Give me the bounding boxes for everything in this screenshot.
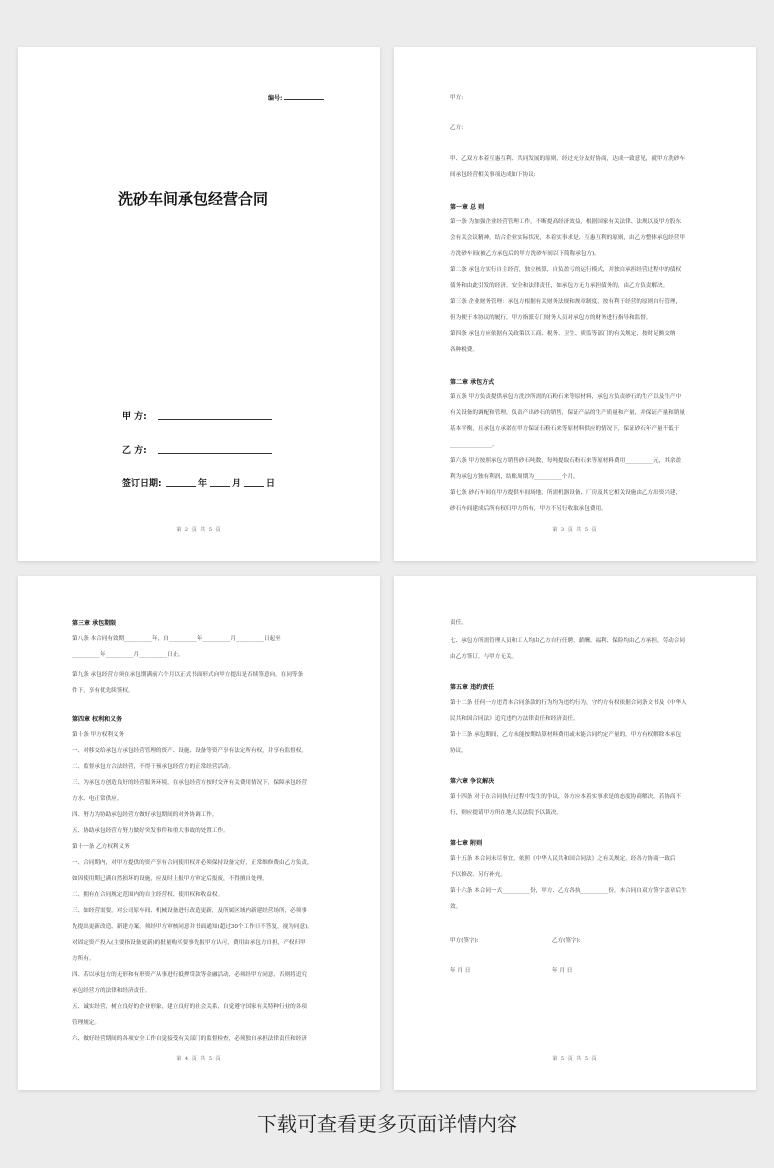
- year-label: 年: [198, 479, 208, 489]
- page-footer: 第 5 页 共 5 页: [552, 1056, 598, 1062]
- text-line: 效。: [450, 904, 462, 910]
- text-line: 第九条 承包经营方须在承包期满前六个月以正式书面形式向甲方提出是否续签意向，在同等条: [72, 672, 304, 678]
- page-footer: 第 4 页 共 5 页: [176, 1056, 222, 1062]
- text-line: 第十一条 乙方权利义务: [72, 844, 130, 850]
- text-line: 予以修改、另行补充。: [450, 872, 506, 878]
- text-line: 年 月 日: [552, 968, 573, 974]
- text-line: 七、承包方所需管理人员和工人均由乙方自行任聘，薪酬、福利、保险均由乙方承担，劳动合同: [450, 638, 685, 644]
- text-line: 乙方(签字):: [552, 938, 581, 944]
- text-line: 行，则应提请甲方所在地人民法院予以裁决。: [450, 810, 562, 816]
- text-line: 件下，享有优先续签权。: [72, 688, 134, 694]
- contract-number-blank: [284, 99, 324, 100]
- text-line: 第十三条 承包期间，乙方未能按期结算材料费用或未能合同约定产量的，甲方有权解除本承包: [450, 732, 682, 738]
- text-line: 民共和国合同法》追究违约方法律责任和经济责任。: [450, 716, 579, 722]
- text-line: _______________。: [450, 442, 498, 448]
- text-line: 第十六条 本合同一式__________份，甲方、乙方各执__________份，本合同自双方签字盖章后生: [450, 888, 687, 894]
- chapter-heading: 第七章 附则: [450, 840, 483, 847]
- text-line: 如因使用期已满自然损坏的设施，应及时上报甲方审定后报废，不得擅自处理。: [72, 876, 268, 882]
- text-line: 第四条 承包方应依据有关政策以工商、税务、卫生、质监等部门的有关规定，按时足额交纳: [450, 331, 676, 337]
- text-line: 四、若以承包方的无形和有形资产从事进行抵押贷款等金融活动，必须经甲方同意，否则将追究: [72, 972, 307, 978]
- party-a-blank: [158, 419, 272, 420]
- text-line: 第十五条 本合同未尽事宜，依照《中华人民共和国合同法》之有关规定，经各方协商一致后: [450, 856, 676, 862]
- text-line: 第一条 为加强企业经营管理工作，不断提高经济效益，根据国家有关法律、法规以及甲方股东: [450, 219, 682, 225]
- text-line: 方洗砂车间(被乙方承包后的甲方洗砂车间以下简称承包方)。: [450, 251, 600, 257]
- text-line: 第十条 甲方权利义务: [72, 732, 125, 738]
- chapter-heading: 第三章 承包期限: [72, 620, 117, 627]
- text-line: 六、做好经营期间的各项安全工作自觉接受有关部门的监督检查，必须独自承担法律责任和经济: [72, 1036, 307, 1042]
- party-b-blank: [158, 453, 272, 454]
- text-line: 甲方(签字):: [450, 938, 479, 944]
- year-blank: [166, 486, 196, 487]
- chapter-heading: 第四章 权利和义务: [72, 716, 123, 723]
- text-line: 甲方:: [450, 95, 464, 101]
- text-line: 管理规定。: [72, 1020, 100, 1026]
- text-line: 三、为承包方创造良好的经营服务环境，在承包经营方按时交齐有关费用情况下，保障承包经营: [72, 780, 307, 786]
- contract-number-field: [268, 93, 324, 102]
- text-line: 五、诚实经营，树立良好的企业形象，建立良好的社会关系，自觉遵守国家有关特种行业的各项: [72, 1004, 307, 1010]
- text-line: 第七条 砂石车间在甲方提供车间场地，所需机器设备、厂房及其它相关设施由乙方出资兴建，: [450, 490, 682, 496]
- text-line: 砂石车间建成后所有权归甲方所有，甲方不另行收取承包费用。: [450, 506, 607, 512]
- text-line: 第十四条 对于在合同执行过程中发生的争议，各方应本着实事求是的态度协商解决，若协商不: [450, 794, 682, 800]
- contract-number-label: 编号:: [268, 95, 283, 102]
- text-line: 承包经营方的法律和经济责任。: [72, 988, 151, 994]
- sign-date-label: 签订日期:: [122, 479, 162, 489]
- chapter-heading: 第六章 争议解决: [450, 778, 495, 785]
- text-line: 年 月 日: [450, 968, 471, 974]
- page-footer: 第 3 页 共 5 页: [552, 527, 598, 533]
- text-line: 第八条 本合同有效期__________年，自__________年__________月__________日起至: [72, 636, 281, 642]
- contract-page-5: [394, 576, 756, 1090]
- party-a-label: 甲 方:: [122, 412, 147, 422]
- text-line: 第十二条 任何一方违背本合同条款的行为均为违约行为，守约方有权依据合同条文书及《中华人: [450, 700, 687, 706]
- text-line: 有关设备的调配和管理，负责产出砂石的销售，保证产品的生产质量和产量，并保证产量和销量: [450, 410, 685, 416]
- text-line: 先提出更新改造、新建方案，须经甲方审核同意并书面通知(超过30个工作日不答复，视为同意)。: [72, 924, 313, 930]
- text-line: 乙方:: [450, 125, 464, 131]
- text-line: 责任。: [450, 620, 467, 626]
- text-line: 二、拥有在合同规定范围内的自主经营权、使用权和收益权。: [72, 892, 224, 898]
- contract-cover-page: [18, 47, 380, 561]
- text-line: 对固定资产投入(主要指设备更新)的批量购买要事先报甲方认可，费用由承包方自担，产权归甲: [72, 940, 306, 946]
- text-line: 四、努力为协助承包经营方做好承包期间的对外协调工作。: [72, 812, 218, 818]
- text-line: 第二条 承包方实行自主经营，独立核算，自负盈亏的运行模式，并独自承担经营过程中的债权: [450, 267, 682, 273]
- text-line: 会有关会议精神，结合企业实际状况，本着实事求是、互惠互利的原则，由乙方整体承包经营甲: [450, 235, 685, 241]
- party-b-label: 乙 方:: [122, 446, 147, 456]
- page-footer: 第 2 页 共 5 页: [176, 527, 222, 533]
- text-line: 一、合同期内，对甲方提供的资产享有合同使用权并必须保持设备完好，正常维修费由乙方负责，: [72, 860, 313, 866]
- text-line: 第三条 企业财务管理：承包方根据有关财务法规和规章制度，按有利于经营的原则自行管理，: [450, 299, 682, 305]
- month-blank: [210, 486, 230, 487]
- text-line: 债务和由此引发的经济、安全和法律责任，如承包方无力承担债务的，由乙方负责解决。: [450, 283, 669, 289]
- text-line: 方所有。: [72, 956, 95, 962]
- text-line: 一、对移交给承包方承包经营管理的资产、设施、设备等资产享有法定所有权，并享有监督权。: [72, 748, 307, 754]
- text-line: __________年__________月__________日止。: [72, 652, 184, 658]
- text-line: 基本平衡，且承包方承诺在甲方保证石粉石来等原材料供应的情况下，保证砂石年产量不低于: [450, 426, 680, 432]
- download-caption: 下载可查看更多页面详情内容: [257, 1112, 517, 1136]
- text-line: 方水、电正常供应。: [72, 796, 123, 802]
- text-line: 五、协助承包经营方努力做好突发事件和重大事故的处置工作。: [72, 828, 229, 834]
- chapter-heading: 第五章 违约责任: [450, 684, 495, 691]
- contract-page-4: [18, 576, 380, 1090]
- text-line: 各种税费。: [450, 347, 478, 353]
- text-line: 第五条 甲方负责提供承包方洗沙所需的石粉石来等原材料，承包方负责砂石的生产以及生产中: [450, 394, 682, 400]
- contract-page-3: [394, 47, 756, 561]
- text-line: 但为便于本协议的履行，甲方指派专门财务人员对承包方的财务进行指导和监督。: [450, 315, 652, 321]
- text-line: 利为承包方独有利润，结账周期为__________个月。: [450, 474, 579, 480]
- text-line: 第六条 甲方按照承包方销售砂石吨数，每吨提取石粉石来等原材料费用__________元，其余盈: [450, 458, 682, 464]
- chapter-heading: 第二章 承包方式: [450, 379, 495, 386]
- text-line: 三、如经营需要，对公司原车间、机械设备进行改造更新，及所属区域内新建经营场所，必须事: [72, 908, 307, 914]
- contract-title: 洗砂车间承包经营合同: [118, 190, 269, 208]
- day-blank: [244, 486, 264, 487]
- chapter-heading: 第一章 总 则: [450, 204, 485, 211]
- text-line: 二、监督承包方合法经营，不得干预承包经营方的正常经营活动。: [72, 764, 235, 770]
- text-line: 甲、乙双方本着互惠互利、共同发展的原则，经过充分友好协商，达成一致意见，就甲方洗砂车: [450, 156, 685, 162]
- day-label: 日: [266, 479, 276, 489]
- text-line: 协议。: [450, 748, 467, 754]
- month-label: 月: [232, 479, 242, 489]
- text-line: 间承包经营相关事项达成如下协议:: [450, 172, 536, 178]
- text-line: 由乙方签订，与甲方无关。: [450, 654, 518, 660]
